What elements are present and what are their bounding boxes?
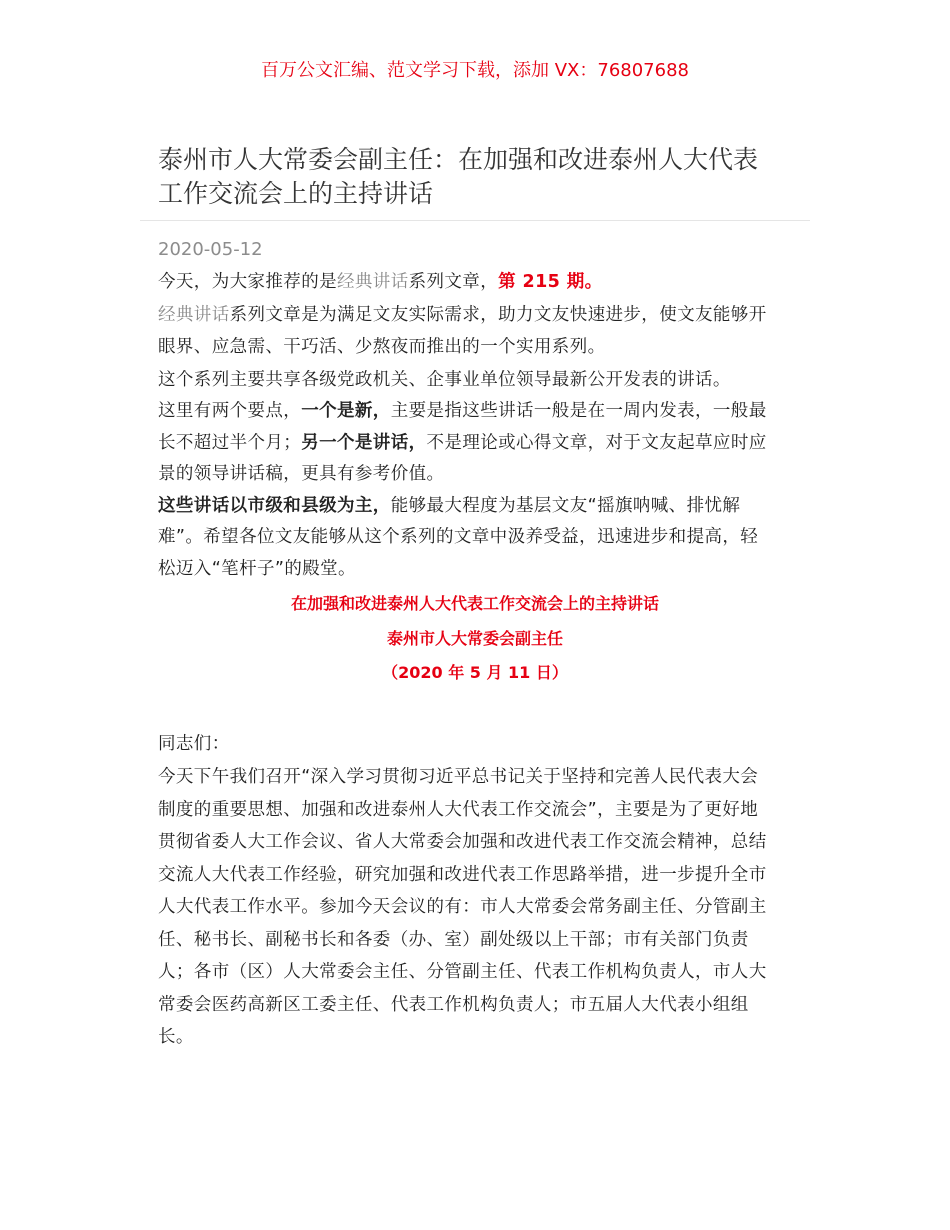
text: 这里有两个要点， xyxy=(158,401,302,421)
text: 今天，为大家推荐的是 xyxy=(158,272,337,292)
body-line: 常委会医药高新区工委主任、代表工作机构负责人；市五届人大代表小组组 xyxy=(158,995,749,1015)
body-line: 同志们： xyxy=(158,734,230,754)
intro-line xyxy=(158,429,767,454)
intro-line xyxy=(158,492,740,517)
body-line: 制度的重要思想、加强和改进泰州人大代表工作交流会”，主要是为了更好地 xyxy=(158,800,759,820)
intro-line: 松迈入“笔杆子”的殿堂。 xyxy=(158,559,356,579)
intro-line: 难”。希望各位文友能够从这个系列的文章中汲养受益，迅速进步和提高，轻 xyxy=(158,527,759,547)
text: 长不超过半个月； xyxy=(158,433,302,453)
series-name: 经典讲话 xyxy=(337,272,409,292)
body-line: 交流人大代表工作经验，研究加强和改进代表工作思路举措，进一步提升全市 xyxy=(158,865,767,885)
text: 系列文章是为满足文友实际需求，助力文友快速进步，使文友能够开 xyxy=(229,305,767,325)
body-line: 贯彻省委人大工作会议、省人大常委会加强和改进代表工作交流会精神，总结 xyxy=(158,832,767,852)
text: 主要是指这些讲话一般是在一周内发表，一般最 xyxy=(390,401,767,421)
intro-line: 景的领导讲话稿，更具有参考价值。 xyxy=(158,464,445,484)
bold-text: 一个是新， xyxy=(301,401,391,421)
intro-line xyxy=(158,301,767,326)
intro-line: 这个系列主要共享各级党政机关、企事业单位领导最新公开发表的讲话。 xyxy=(158,370,731,390)
body-line: 长。 xyxy=(158,1027,194,1047)
intro-line: 眼界、应急需、干巧活、少熬夜而推出的一个实用系列。 xyxy=(158,337,606,357)
bold-text: 另一个是讲话， xyxy=(301,433,427,453)
body-line: 人；各市（区）人大常委会主任、分管副主任、代表工作机构负责人，市人大 xyxy=(158,962,767,982)
article-title-line-2: 工作交流会上的主持讲话 xyxy=(158,179,434,208)
body-line: 任、秘书长、副秘书长和各委（办、室）副处级以上干部；市有关部门负责 xyxy=(158,930,749,950)
text: 不是理论或心得文章，对于文友起草应时应 xyxy=(426,433,767,453)
issue-number: 第 215 期。 xyxy=(498,272,603,292)
divider xyxy=(140,220,810,221)
intro-line xyxy=(158,397,767,422)
publish-date: 2020-05-12 xyxy=(158,239,263,260)
promo-banner: 百万公文汇编、范文学习下载，添加 VX：76807688 xyxy=(261,60,689,81)
speech-date: （2020 年 5 月 11 日） xyxy=(382,663,568,682)
text: 能够最大程度为基层文友“摇旗呐喊、排忧解 xyxy=(390,496,741,516)
bold-text: 这些讲话以市级和县级为主， xyxy=(158,496,391,516)
text: 系列文章， xyxy=(408,272,499,292)
body-line: 人大代表工作水平。参加今天会议的有：市人大常委会常务副主任、分管副主 xyxy=(158,897,767,917)
intro-line xyxy=(158,268,603,293)
body-line: 今天下午我们召开“深入学习贯彻习近平总书记关于坚持和完善人民代表大会 xyxy=(158,767,759,787)
series-name: 经典讲话 xyxy=(158,305,230,325)
speaker-title: 泰州市人大常委会副主任 xyxy=(386,629,563,648)
article-title-line-1: 泰州市人大常委会副主任：在加强和改进泰州人大代表 xyxy=(158,145,759,174)
speech-title: 在加强和改进泰州人大代表工作交流会上的主持讲话 xyxy=(290,594,659,613)
